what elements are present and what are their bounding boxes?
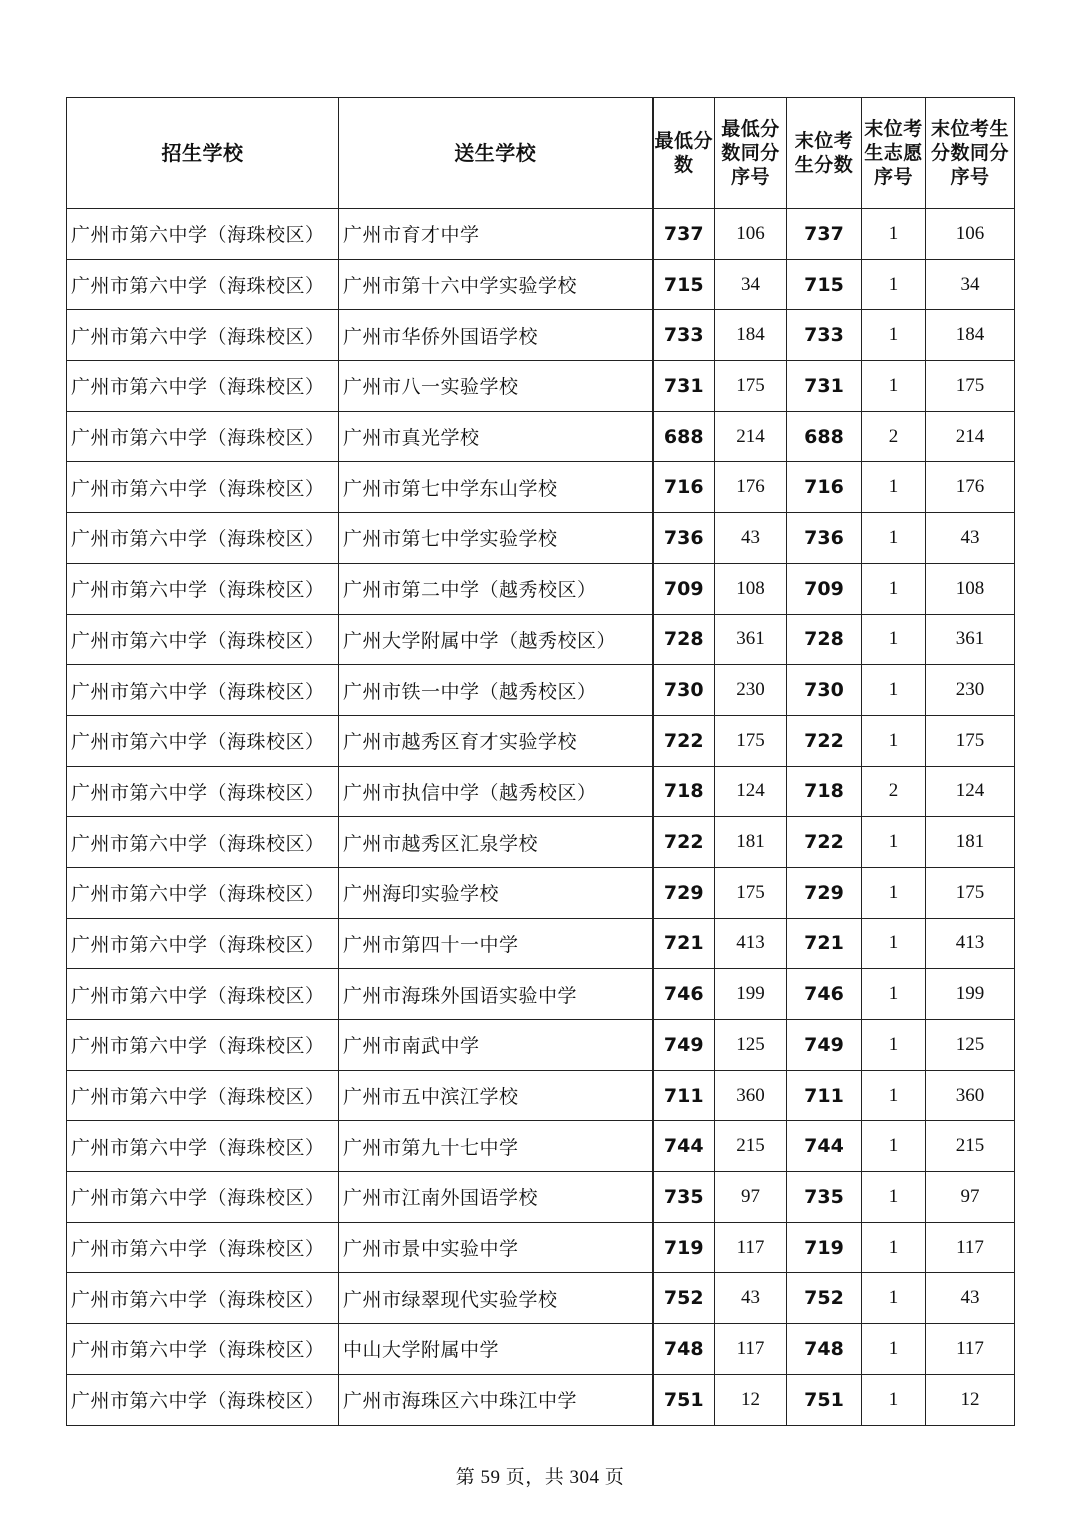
cell-min-score-tie-order: 34 bbox=[715, 259, 787, 310]
cell-last-score-tie-order: 184 bbox=[926, 310, 1015, 361]
cell-recruit-school: 广州市第六中学（海珠校区） bbox=[67, 462, 339, 513]
cell-send-school: 广州市第二中学（越秀校区） bbox=[339, 563, 653, 614]
cell-min-score: 729 bbox=[653, 867, 715, 918]
cell-min-score-tie-order: 175 bbox=[715, 867, 787, 918]
cell-last-wish-order: 1 bbox=[862, 209, 926, 260]
cell-recruit-school: 广州市第六中学（海珠校区） bbox=[67, 665, 339, 716]
cell-last-wish-order: 1 bbox=[862, 462, 926, 513]
cell-recruit-school: 广州市第六中学（海珠校区） bbox=[67, 969, 339, 1020]
cell-min-score-tie-order: 43 bbox=[715, 1273, 787, 1324]
table-row bbox=[67, 259, 1015, 310]
cell-last-score: 748 bbox=[787, 1324, 862, 1375]
cell-recruit-school: 广州市第六中学（海珠校区） bbox=[67, 310, 339, 361]
cell-last-wish-order: 1 bbox=[862, 361, 926, 412]
cell-recruit-school: 广州市第六中学（海珠校区） bbox=[67, 918, 339, 969]
cell-recruit-school: 广州市第六中学（海珠校区） bbox=[67, 411, 339, 462]
cell-last-wish-order: 1 bbox=[862, 969, 926, 1020]
cell-min-score: 735 bbox=[653, 1172, 715, 1223]
cell-min-score: 718 bbox=[653, 766, 715, 817]
cell-min-score-tie-order: 175 bbox=[715, 715, 787, 766]
cell-last-wish-order: 2 bbox=[862, 411, 926, 462]
table-row bbox=[67, 817, 1015, 868]
cell-min-score: 737 bbox=[653, 209, 715, 260]
table-row bbox=[67, 1020, 1015, 1071]
cell-recruit-school: 广州市第六中学（海珠校区） bbox=[67, 817, 339, 868]
cell-last-score: 722 bbox=[787, 715, 862, 766]
cell-last-score-tie-order: 108 bbox=[926, 563, 1015, 614]
table-row bbox=[67, 969, 1015, 1020]
cell-last-score-tie-order: 125 bbox=[926, 1020, 1015, 1071]
cell-min-score: 728 bbox=[653, 614, 715, 665]
header-min-score-tie-order: 最低分数同分序号 bbox=[715, 98, 787, 209]
cell-send-school: 广州市第十六中学实验学校 bbox=[339, 259, 653, 310]
cell-last-score-tie-order: 214 bbox=[926, 411, 1015, 462]
cell-send-school: 广州市海珠区六中珠江中学 bbox=[339, 1374, 653, 1425]
cell-last-score: 752 bbox=[787, 1273, 862, 1324]
cell-send-school: 广州市第四十一中学 bbox=[339, 918, 653, 969]
cell-send-school: 广州市真光学校 bbox=[339, 411, 653, 462]
cell-last-score-tie-order: 181 bbox=[926, 817, 1015, 868]
cell-min-score: 722 bbox=[653, 817, 715, 868]
header-row bbox=[67, 98, 1015, 209]
table-row bbox=[67, 766, 1015, 817]
cell-recruit-school: 广州市第六中学（海珠校区） bbox=[67, 1374, 339, 1425]
cell-send-school: 广州市育才中学 bbox=[339, 209, 653, 260]
cell-min-score: 688 bbox=[653, 411, 715, 462]
cell-send-school: 广州海印实验学校 bbox=[339, 867, 653, 918]
table-row bbox=[67, 513, 1015, 564]
cell-last-wish-order: 2 bbox=[862, 766, 926, 817]
cell-last-score: 716 bbox=[787, 462, 862, 513]
header-last-score-tie-order: 末位考生分数同分序号 bbox=[926, 98, 1015, 209]
cell-last-wish-order: 1 bbox=[862, 1121, 926, 1172]
header-send-school: 送生学校 bbox=[339, 98, 653, 209]
admission-score-table bbox=[66, 97, 1015, 1426]
cell-send-school: 中山大学附属中学 bbox=[339, 1324, 653, 1375]
cell-min-score: 709 bbox=[653, 563, 715, 614]
cell-last-score-tie-order: 176 bbox=[926, 462, 1015, 513]
cell-last-score: 737 bbox=[787, 209, 862, 260]
cell-last-score-tie-order: 43 bbox=[926, 513, 1015, 564]
table-row bbox=[67, 411, 1015, 462]
cell-last-score-tie-order: 361 bbox=[926, 614, 1015, 665]
cell-min-score: 716 bbox=[653, 462, 715, 513]
cell-last-score: 735 bbox=[787, 1172, 862, 1223]
cell-last-wish-order: 1 bbox=[862, 1273, 926, 1324]
cell-last-wish-order: 1 bbox=[862, 310, 926, 361]
header-recruit-school: 招生学校 bbox=[67, 98, 339, 209]
cell-recruit-school: 广州市第六中学（海珠校区） bbox=[67, 361, 339, 412]
table-row bbox=[67, 209, 1015, 260]
cell-last-score: 731 bbox=[787, 361, 862, 412]
cell-recruit-school: 广州市第六中学（海珠校区） bbox=[67, 1324, 339, 1375]
cell-last-wish-order: 1 bbox=[862, 715, 926, 766]
cell-min-score-tie-order: 175 bbox=[715, 361, 787, 412]
cell-send-school: 广州市五中滨江学校 bbox=[339, 1070, 653, 1121]
table-row bbox=[67, 614, 1015, 665]
cell-recruit-school: 广州市第六中学（海珠校区） bbox=[67, 563, 339, 614]
cell-min-score-tie-order: 117 bbox=[715, 1222, 787, 1273]
cell-last-score-tie-order: 413 bbox=[926, 918, 1015, 969]
cell-last-wish-order: 1 bbox=[862, 1222, 926, 1273]
cell-last-score-tie-order: 230 bbox=[926, 665, 1015, 716]
cell-send-school: 广州市第九十七中学 bbox=[339, 1121, 653, 1172]
cell-last-score-tie-order: 124 bbox=[926, 766, 1015, 817]
cell-send-school: 广州市南武中学 bbox=[339, 1020, 653, 1071]
cell-last-wish-order: 1 bbox=[862, 614, 926, 665]
cell-last-score: 719 bbox=[787, 1222, 862, 1273]
cell-send-school: 广州市越秀区汇泉学校 bbox=[339, 817, 653, 868]
cell-last-wish-order: 1 bbox=[862, 1070, 926, 1121]
cell-send-school: 广州市八一实验学校 bbox=[339, 361, 653, 412]
cell-send-school: 广州市第七中学实验学校 bbox=[339, 513, 653, 564]
cell-recruit-school: 广州市第六中学（海珠校区） bbox=[67, 1273, 339, 1324]
cell-min-score-tie-order: 215 bbox=[715, 1121, 787, 1172]
cell-min-score: 751 bbox=[653, 1374, 715, 1425]
cell-last-score: 709 bbox=[787, 563, 862, 614]
table-row bbox=[67, 1172, 1015, 1223]
cell-recruit-school: 广州市第六中学（海珠校区） bbox=[67, 513, 339, 564]
cell-min-score-tie-order: 176 bbox=[715, 462, 787, 513]
table-row bbox=[67, 1273, 1015, 1324]
cell-last-score-tie-order: 215 bbox=[926, 1121, 1015, 1172]
cell-min-score-tie-order: 361 bbox=[715, 614, 787, 665]
cell-last-wish-order: 1 bbox=[862, 1172, 926, 1223]
cell-last-score-tie-order: 12 bbox=[926, 1374, 1015, 1425]
cell-min-score: 715 bbox=[653, 259, 715, 310]
cell-last-score: 715 bbox=[787, 259, 862, 310]
cell-last-score: 749 bbox=[787, 1020, 862, 1071]
cell-last-wish-order: 1 bbox=[862, 918, 926, 969]
page-number-footer: 第 59 页，共 304 页 bbox=[455, 1467, 625, 1488]
cell-min-score-tie-order: 181 bbox=[715, 817, 787, 868]
cell-last-wish-order: 1 bbox=[862, 259, 926, 310]
cell-recruit-school: 广州市第六中学（海珠校区） bbox=[67, 1070, 339, 1121]
cell-last-wish-order: 1 bbox=[862, 867, 926, 918]
cell-min-score: 730 bbox=[653, 665, 715, 716]
cell-last-score: 744 bbox=[787, 1121, 862, 1172]
cell-min-score-tie-order: 360 bbox=[715, 1070, 787, 1121]
cell-min-score-tie-order: 184 bbox=[715, 310, 787, 361]
table-row bbox=[67, 1121, 1015, 1172]
cell-min-score-tie-order: 124 bbox=[715, 766, 787, 817]
cell-last-score: 746 bbox=[787, 969, 862, 1020]
cell-last-score-tie-order: 117 bbox=[926, 1324, 1015, 1375]
cell-recruit-school: 广州市第六中学（海珠校区） bbox=[67, 715, 339, 766]
cell-recruit-school: 广州市第六中学（海珠校区） bbox=[67, 867, 339, 918]
cell-min-score: 744 bbox=[653, 1121, 715, 1172]
cell-recruit-school: 广州市第六中学（海珠校区） bbox=[67, 1172, 339, 1223]
cell-min-score-tie-order: 12 bbox=[715, 1374, 787, 1425]
cell-min-score-tie-order: 413 bbox=[715, 918, 787, 969]
cell-last-score-tie-order: 34 bbox=[926, 259, 1015, 310]
header-last-wish-order: 末位考生志愿序号 bbox=[862, 98, 926, 209]
table-row bbox=[67, 1374, 1015, 1425]
cell-last-score: 688 bbox=[787, 411, 862, 462]
cell-min-score-tie-order: 43 bbox=[715, 513, 787, 564]
cell-last-score: 728 bbox=[787, 614, 862, 665]
cell-min-score: 719 bbox=[653, 1222, 715, 1273]
cell-last-score-tie-order: 117 bbox=[926, 1222, 1015, 1273]
cell-min-score: 722 bbox=[653, 715, 715, 766]
header-last-score: 末位考生分数 bbox=[787, 98, 862, 209]
cell-min-score: 736 bbox=[653, 513, 715, 564]
cell-last-score-tie-order: 43 bbox=[926, 1273, 1015, 1324]
cell-min-score: 748 bbox=[653, 1324, 715, 1375]
cell-last-wish-order: 1 bbox=[862, 563, 926, 614]
cell-send-school: 广州市景中实验中学 bbox=[339, 1222, 653, 1273]
header-min-score: 最低分数 bbox=[653, 98, 715, 209]
cell-send-school: 广州市执信中学（越秀校区） bbox=[339, 766, 653, 817]
cell-send-school: 广州市江南外国语学校 bbox=[339, 1172, 653, 1223]
cell-last-wish-order: 1 bbox=[862, 1020, 926, 1071]
cell-last-score-tie-order: 175 bbox=[926, 361, 1015, 412]
cell-last-wish-order: 1 bbox=[862, 1324, 926, 1375]
cell-send-school: 广州市绿翠现代实验学校 bbox=[339, 1273, 653, 1324]
table-row bbox=[67, 715, 1015, 766]
cell-last-score-tie-order: 97 bbox=[926, 1172, 1015, 1223]
cell-recruit-school: 广州市第六中学（海珠校区） bbox=[67, 209, 339, 260]
cell-last-score: 751 bbox=[787, 1374, 862, 1425]
table-row bbox=[67, 563, 1015, 614]
cell-send-school: 广州市华侨外国语学校 bbox=[339, 310, 653, 361]
cell-last-wish-order: 1 bbox=[862, 817, 926, 868]
table-row bbox=[67, 361, 1015, 412]
table-row bbox=[67, 310, 1015, 361]
cell-last-score-tie-order: 199 bbox=[926, 969, 1015, 1020]
cell-last-score: 733 bbox=[787, 310, 862, 361]
table-row bbox=[67, 462, 1015, 513]
cell-recruit-school: 广州市第六中学（海珠校区） bbox=[67, 1020, 339, 1071]
table-body bbox=[67, 209, 1015, 1426]
cell-min-score: 711 bbox=[653, 1070, 715, 1121]
cell-last-score: 721 bbox=[787, 918, 862, 969]
cell-min-score: 721 bbox=[653, 918, 715, 969]
cell-last-score: 711 bbox=[787, 1070, 862, 1121]
cell-send-school: 广州大学附属中学（越秀校区） bbox=[339, 614, 653, 665]
cell-min-score: 749 bbox=[653, 1020, 715, 1071]
cell-min-score-tie-order: 108 bbox=[715, 563, 787, 614]
cell-min-score-tie-order: 199 bbox=[715, 969, 787, 1020]
table-row bbox=[67, 1324, 1015, 1375]
cell-last-score: 736 bbox=[787, 513, 862, 564]
cell-last-score-tie-order: 175 bbox=[926, 867, 1015, 918]
cell-send-school: 广州市第七中学东山学校 bbox=[339, 462, 653, 513]
table-row bbox=[67, 918, 1015, 969]
cell-send-school: 广州市铁一中学（越秀校区） bbox=[339, 665, 653, 716]
cell-last-score-tie-order: 106 bbox=[926, 209, 1015, 260]
cell-last-score: 722 bbox=[787, 817, 862, 868]
cell-min-score-tie-order: 97 bbox=[715, 1172, 787, 1223]
cell-min-score-tie-order: 214 bbox=[715, 411, 787, 462]
cell-last-wish-order: 1 bbox=[862, 513, 926, 564]
table-row bbox=[67, 1222, 1015, 1273]
cell-recruit-school: 广州市第六中学（海珠校区） bbox=[67, 1222, 339, 1273]
cell-recruit-school: 广州市第六中学（海珠校区） bbox=[67, 1121, 339, 1172]
cell-last-score: 730 bbox=[787, 665, 862, 716]
cell-send-school: 广州市越秀区育才实验学校 bbox=[339, 715, 653, 766]
cell-min-score: 752 bbox=[653, 1273, 715, 1324]
table-row bbox=[67, 1070, 1015, 1121]
cell-recruit-school: 广州市第六中学（海珠校区） bbox=[67, 766, 339, 817]
cell-min-score: 731 bbox=[653, 361, 715, 412]
table-row bbox=[67, 665, 1015, 716]
table-header bbox=[67, 98, 1015, 209]
cell-last-wish-order: 1 bbox=[862, 1374, 926, 1425]
cell-min-score: 733 bbox=[653, 310, 715, 361]
cell-send-school: 广州市海珠外国语实验中学 bbox=[339, 969, 653, 1020]
cell-min-score-tie-order: 125 bbox=[715, 1020, 787, 1071]
cell-last-score: 729 bbox=[787, 867, 862, 918]
cell-recruit-school: 广州市第六中学（海珠校区） bbox=[67, 614, 339, 665]
cell-min-score: 746 bbox=[653, 969, 715, 1020]
cell-last-score-tie-order: 175 bbox=[926, 715, 1015, 766]
cell-min-score-tie-order: 106 bbox=[715, 209, 787, 260]
cell-min-score-tie-order: 117 bbox=[715, 1324, 787, 1375]
cell-last-wish-order: 1 bbox=[862, 665, 926, 716]
cell-min-score-tie-order: 230 bbox=[715, 665, 787, 716]
table-row bbox=[67, 867, 1015, 918]
cell-last-score: 718 bbox=[787, 766, 862, 817]
cell-recruit-school: 广州市第六中学（海珠校区） bbox=[67, 259, 339, 310]
cell-last-score-tie-order: 360 bbox=[926, 1070, 1015, 1121]
